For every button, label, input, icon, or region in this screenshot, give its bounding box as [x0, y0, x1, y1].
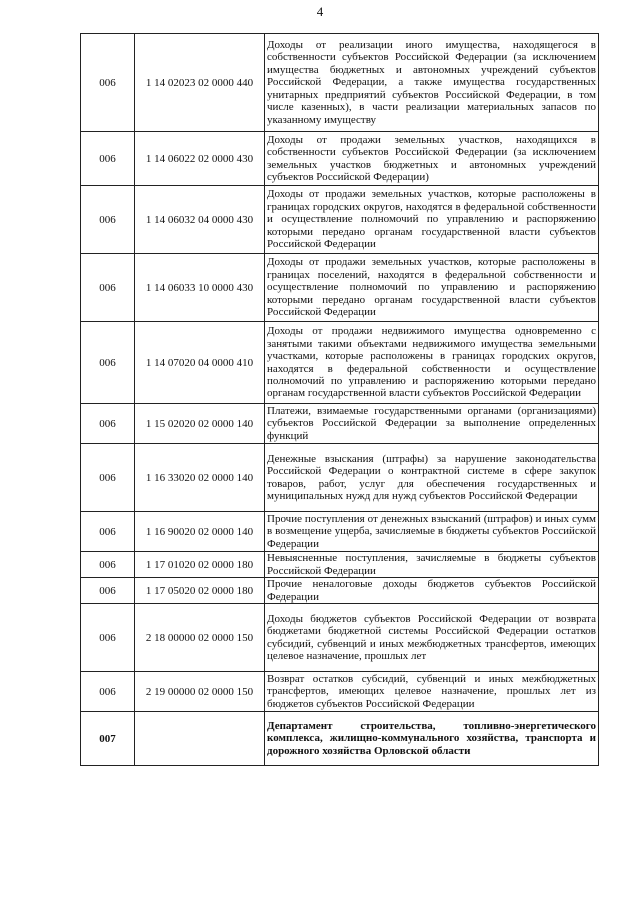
revenue-description-cell: Доходы от продажи недвижимого имущества одновременно с занятыми такими объектами недвижимого имущества земельными участками, которые расположены в границах городских округов, находятся в федеральной собственности и осуществление полномочий по управлению и распоряжению которыми передано органам государственной власти субъектов Российской Федерации	[265, 322, 599, 404]
table-row	[81, 578, 599, 604]
table-row	[81, 404, 599, 444]
revenue-codes-table	[80, 33, 599, 766]
admin-code-cell: 006	[81, 578, 135, 604]
revenue-code-cell: 1 17 05020 02 0000 180	[135, 578, 265, 604]
admin-code-cell: 006	[81, 132, 135, 186]
page-number: 4	[316, 4, 324, 19]
revenue-code-cell: 1 16 90020 02 0000 140	[135, 512, 265, 552]
revenue-code-cell: 1 16 33020 02 0000 140	[135, 444, 265, 512]
revenue-description-cell: Возврат остатков субсидий, субвенций и иных межбюджетных трансфертов, имеющих целевое назначение, прошлых лет из бюджетов субъектов Российской Федерации	[265, 672, 599, 712]
admin-code-cell: 006	[81, 34, 135, 132]
table-row	[81, 552, 599, 578]
admin-code-cell: 006	[81, 444, 135, 512]
table-row	[81, 672, 599, 712]
table-row	[81, 712, 599, 766]
revenue-code-cell: 1 17 01020 02 0000 180	[135, 552, 265, 578]
revenue-code-cell: 1 15 02020 02 0000 140	[135, 404, 265, 444]
revenue-description-cell: Доходы от продажи земельных участков, находящихся в собственности субъектов Российской Федерации (за исключением земельных участков бюджетных и автономных учреждений субъектов Российской Федерации)	[265, 132, 599, 186]
admin-code-cell: 006	[81, 186, 135, 254]
revenue-description-cell: Невыясненные поступления, зачисляемые в бюджеты субъектов Российской Федерации	[265, 552, 599, 578]
table-row	[81, 254, 599, 322]
table-row	[81, 34, 599, 132]
revenue-code-cell: 1 14 06022 02 0000 430	[135, 132, 265, 186]
revenue-description-cell: Прочие поступления от денежных взысканий (штрафов) и иных сумм в возмещение ущерба, зачисляемые в бюджеты субъектов Российской Федерации	[265, 512, 599, 552]
admin-code-cell: 006	[81, 512, 135, 552]
revenue-description-cell: Доходы бюджетов субъектов Российской Федерации от возврата бюджетами бюджетной системы Российской Федерации остатков субсидий, субвенций и иных межбюджетных трансфертов, имеющих целевое назначение, прошлых лет	[265, 604, 599, 672]
revenue-code-cell: 1 14 07020 04 0000 410	[135, 322, 265, 404]
admin-code-cell: 006	[81, 604, 135, 672]
table-row	[81, 604, 599, 672]
admin-code-cell: 006	[81, 254, 135, 322]
revenue-code-cell: 2 18 00000 02 0000 150	[135, 604, 265, 672]
admin-code-cell: 006	[81, 322, 135, 404]
revenue-description-cell: Доходы от продажи земельных участков, которые расположены в границах городских округов, находятся в федеральной собственности и осуществление полномочий по управлению и распоряжению которыми передано органам государственной власти субъектов Российской Федерации	[265, 186, 599, 254]
revenue-code-cell: 1 14 02023 02 0000 440	[135, 34, 265, 132]
revenue-description-cell: Доходы от реализации иного имущества, находящегося в собственности субъектов Российской Федерации (за исключением имущества бюджетных и автономных учреждений субъектов Российской Федерации, а также имущества государственных унитарных предприятий субъектов Российской Федерации, в том числе казенных), в части реализации материальных запасов по указанному имуществу	[265, 34, 599, 132]
table-row	[81, 132, 599, 186]
admin-code-cell: 006	[81, 404, 135, 444]
admin-code-cell: 007	[81, 712, 135, 766]
revenue-description-cell: Прочие неналоговые доходы бюджетов субъектов Российской Федерации	[265, 578, 599, 604]
revenue-code-cell	[135, 712, 265, 766]
revenue-code-cell: 2 19 00000 02 0000 150	[135, 672, 265, 712]
revenue-code-cell: 1 14 06032 04 0000 430	[135, 186, 265, 254]
table-row	[81, 322, 599, 404]
admin-code-cell: 006	[81, 552, 135, 578]
table-row	[81, 186, 599, 254]
table-row	[81, 512, 599, 552]
admin-code-cell: 006	[81, 672, 135, 712]
revenue-description-cell: Департамент строительства, топливно-энергетического комплекса, жилищно-коммунального хозяйства, транспорта и дорожного хозяйства Орловской области	[265, 712, 599, 766]
revenue-description-cell: Денежные взыскания (штрафы) за нарушение законодательства Российской Федерации о контрактной системе в сфере закупок товаров, работ, услуг для обеспечения государственных и муниципальных нужд для нужд субъектов Российской Федерации	[265, 444, 599, 512]
table-row	[81, 444, 599, 512]
revenue-description-cell: Доходы от продажи земельных участков, которые расположены в границах поселений, находятся в федеральной собственности и осуществление полномочий по управлению и распоряжению которыми передано органам государственной власти субъектов Российской Федерации	[265, 254, 599, 322]
revenue-description-cell: Платежи, взимаемые государственными органами (организациями) субъектов Российской Федерации за выполнение определенных функций	[265, 404, 599, 444]
revenue-code-cell: 1 14 06033 10 0000 430	[135, 254, 265, 322]
